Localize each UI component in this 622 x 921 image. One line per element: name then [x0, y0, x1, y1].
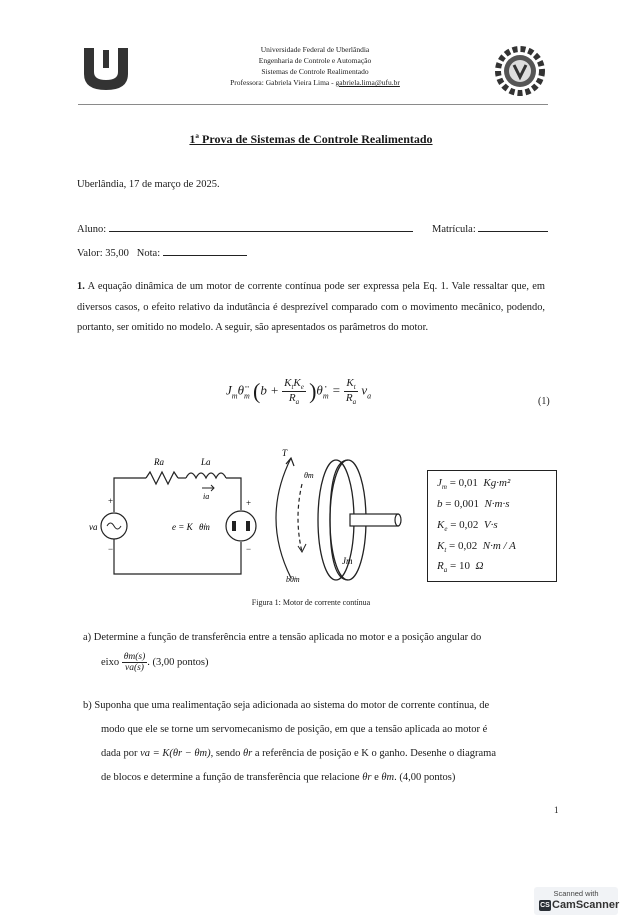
- label-theta: θm: [304, 471, 314, 480]
- gear-logo-icon: [494, 45, 546, 97]
- item-b-points: . (4,00 pontos): [394, 772, 456, 783]
- motor-shaft: [350, 514, 398, 526]
- question-1-number: 1.: [77, 281, 85, 292]
- item-b-sendo: , sendo: [210, 748, 241, 759]
- item-b-formula: va = K(θr − θm): [140, 748, 211, 759]
- question-1-body: A equação dinâmica de um motor de corrente contínua pode ser expressa pela Eq. 1. Vale ressaltar que, em diversos casos, o efeito relativo da indutância é desprezível comparado com o movimento mecânico, podendo, portanto, ser omitido no modelo. A seguir, são apresentados os parâmetros do motor.: [77, 281, 545, 334]
- item-a-points: . (3,00 pontos): [147, 656, 209, 668]
- label-torque: T: [282, 448, 288, 458]
- valor-nota-line: [77, 245, 247, 259]
- svg-text:−: −: [246, 544, 252, 554]
- item-b-label: b): [83, 700, 92, 711]
- item-a-prefix: eixo: [101, 656, 120, 668]
- param-ke: $K_e = 0,02$ V·s: [437, 519, 498, 534]
- university-logo: [80, 46, 132, 92]
- item-a-label: a): [83, 632, 92, 643]
- camscanner-badge: [534, 887, 618, 915]
- item-b-line4: [101, 772, 455, 783]
- label-friction: bθ̇m: [286, 575, 300, 584]
- parameters-box: [427, 470, 557, 582]
- header-text: [150, 46, 480, 96]
- resistor-ra: [146, 472, 178, 484]
- camscanner-text: CamScanner: [552, 899, 620, 911]
- aluno-label: Aluno:: [77, 224, 107, 235]
- scanned-with-text: Scanned with: [553, 889, 599, 898]
- aluno-line: [77, 221, 413, 235]
- item-b-line1: [83, 700, 489, 711]
- aluno-field[interactable]: [109, 221, 413, 232]
- item-a-text: Determine a função de transferência entre a tensão aplicada no motor e a posição angular do: [93, 632, 482, 643]
- svg-text:−: −: [108, 544, 114, 554]
- label-jm: Jm: [342, 556, 353, 566]
- question-1-text: [77, 277, 545, 339]
- item-b-text-1: Suponha que uma realimentação seja adicionada ao sistema do motor de corrente contínua, de: [94, 700, 490, 711]
- valor-text: Valor: 35,00: [77, 248, 129, 259]
- nota-label: Nota:: [136, 248, 161, 259]
- camscanner-logo-icon: CS: [540, 902, 550, 909]
- param-ra: $R_a = 10$ Ω: [437, 560, 484, 575]
- item-a-fraction: $\frac{\theta m(s)}{va(s)}$: [123, 652, 146, 673]
- motor-armature: [226, 511, 256, 541]
- header-subject: Sistemas de Controle Realimentado: [261, 67, 369, 76]
- item-b-theta-m: θm: [381, 772, 395, 783]
- item-b-dada-por: dada por: [101, 748, 138, 759]
- label-ia: ia: [203, 492, 210, 501]
- label-va: va: [89, 522, 98, 532]
- nota-field[interactable]: [163, 245, 247, 256]
- date-line: Uberlândia, 17 de março de 2025.: [77, 179, 220, 190]
- item-b-line2: modo que ele se torne um servomecanismo de posição, em que a tensão aplicada ao motor é: [101, 724, 488, 735]
- inductor-la: [186, 473, 226, 478]
- label-emf: e = K: [172, 522, 193, 532]
- exam-title: 1ª Prova de Sistemas de Controle Realimentado: [189, 132, 433, 146]
- matricula-label: Matrícula:: [432, 224, 476, 235]
- param-jm: $J_m = 0,01$ Kg·m²: [437, 477, 511, 492]
- header-university: Universidade Federal de Uberlândia: [260, 45, 370, 54]
- svg-text:+: +: [108, 496, 114, 506]
- equation-1: $J_m\thetä_m$ (b + $\frac{K_tK_e}{R_a}$ )$\thetȧ_m$ = $\frac{K_t}{R_a}$ $v_a$: [226, 377, 372, 407]
- item-b-text-4: de blocos e determine a função de transferência que relacione: [101, 772, 360, 783]
- svg-text:+: +: [246, 498, 252, 508]
- header-professor: Professora: Gabriela Vieira Lima - gabriela.lima@ufu.br: [230, 78, 400, 87]
- item-b-and: e: [374, 772, 379, 783]
- item-b-text-3: a referência de posição e K o ganho. Desenhe o diagrama: [254, 748, 496, 759]
- label-ra: Ra: [154, 457, 164, 467]
- matricula-field[interactable]: [478, 221, 548, 232]
- page-number: 1: [554, 805, 559, 815]
- item-a-line2: [101, 652, 209, 673]
- professor-email[interactable]: gabriela.lima@ufu.br: [335, 78, 400, 87]
- matricula-line: [432, 221, 548, 235]
- equation-1-number: (1): [538, 396, 550, 407]
- item-b-theta-r: θr: [243, 748, 253, 759]
- header-divider: [78, 104, 548, 105]
- item-b-line3: [101, 748, 496, 759]
- figure-caption: Figura 1: Motor de corrente contínua: [251, 598, 371, 607]
- item-b-theta-r-2: θr: [362, 772, 372, 783]
- label-la: La: [201, 457, 211, 467]
- param-kt: $K_t = 0,02$ N·m / A: [437, 540, 516, 555]
- motor-circuit-diagram: [86, 448, 426, 588]
- svg-text:θ̇m: θ̇m: [199, 522, 210, 532]
- param-b: b = 0,001 N·m·s: [437, 498, 510, 510]
- item-a-line1: [83, 632, 481, 643]
- header-course: Engenharia de Controle e Automação: [258, 56, 372, 65]
